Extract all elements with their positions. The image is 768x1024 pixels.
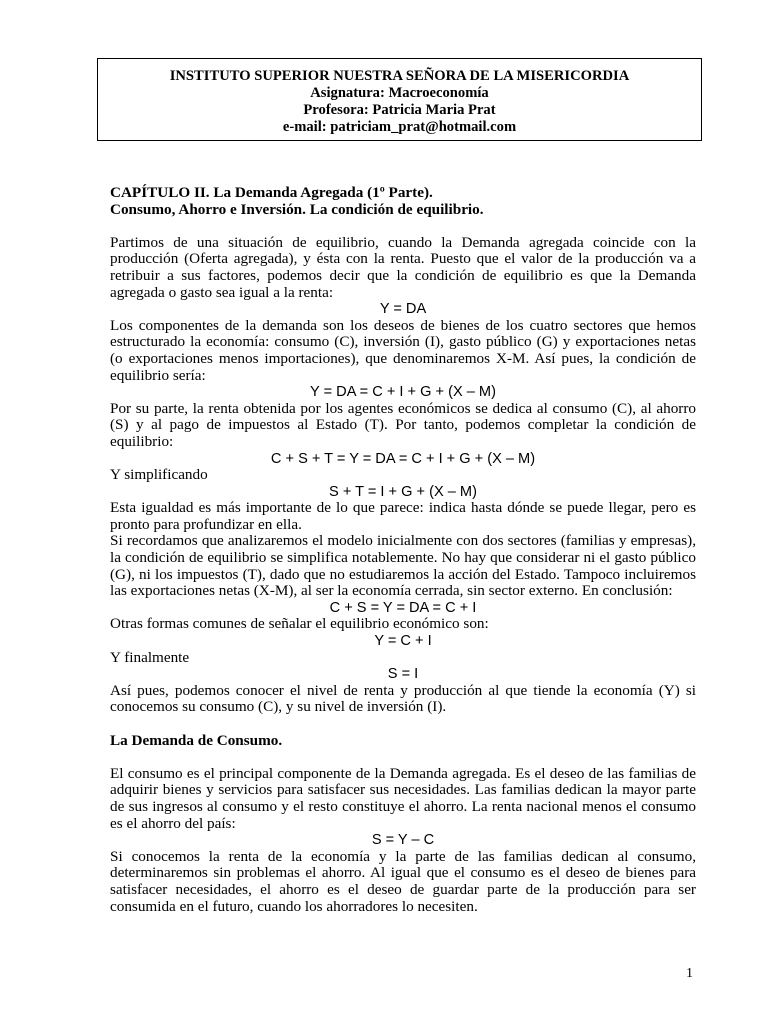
equation: S + T = I + G + (X – M) [329, 483, 477, 500]
paragraph: Por su parte, la renta obtenida por los agentes económicos se dedica al consumo (C), al ahorro (S) y al pago de impuestos al Estado (T). Por tanto, podemos completar la condición de equilibrio: [110, 399, 696, 450]
equation: Y = C + I [374, 633, 432, 650]
paragraph: Y finalmente [110, 648, 190, 666]
subject-line: Asignatura: Macroeconomía [310, 85, 489, 101]
document-body [110, 185, 696, 915]
paragraph: Y simplificando [110, 466, 208, 484]
paragraph: Los componentes de la demanda son los deseos de bienes de los cuatro sectores que hemos estructurado la economía: consumo (C), inversión (I), gasto público (G) y exportaciones netas (o exportaciones menos importaciones), que denominaremos X-M. Así pues, la condición de equilibrio sería: [110, 316, 696, 384]
paragraph: Otras formas comunes de señalar el equilibrio económico son: [110, 615, 489, 633]
paragraph: Así pues, podemos conocer el nivel de renta y producción al que tiende la economía (Y) si conocemos su consumo (C), y su nivel de inversión (I). [110, 681, 696, 716]
paragraph: Si conocemos la renta de la economía y la parte de las familias dedican al consumo, determinaremos sin problemas el ahorro. Al igual que el consumo es el deseo de bienes para satisfacer necesidades, el ahorro es el deseo de guardar parte de la producción para ser consumida en el futuro, cuando los ahorradores lo necesiten. [110, 847, 696, 915]
section-heading: La Demanda de Consumo. [110, 731, 283, 749]
equation: Y = DA [379, 301, 427, 318]
page-number: 1 [686, 966, 693, 981]
equation: S = I [387, 666, 419, 683]
paragraph: El consumo es el principal componente de la Demanda agregada. Es el deseo de las familias de adquirir bienes y servicios para satisfacer sus necesidades. Las familias dedican la mayor parte de sus ingresos al consumo y el resto constituye el ahorro. La renta nacional menos el consumo es el ahorro del país: [110, 764, 696, 832]
paragraph: Partimos de una situación de equilibrio, cuando la Demanda agregada coincide con la producción (Oferta agregada), y ésta con la renta. Puesto que el valor de la producción va a retribuir a sus factores, podemos decir que la condición de equilibrio es que la Demanda agregada o gasto sea igual a la renta: [110, 233, 696, 301]
equation: C + S + T = Y = DA = C + I + G + (X – M) [270, 450, 536, 467]
equation: Y = DA = C + I + G + (X – M) [310, 384, 496, 401]
paragraph: Si recordamos que analizaremos el modelo inicialmente con dos sectores (familias y empresas), la condición de equilibrio se simplifica notablemente. No hay que considerar ni el gasto público (G), ni los impuestos (T), dado que no estudiaremos la acción del Estado. Tampoco incluiremos las exportaciones netas (X-M), al ser la economía cerrada, sin sector externo. En conclusión: [110, 532, 696, 600]
document-header [97, 58, 702, 141]
equation: C + S = Y = DA = C + I [329, 599, 477, 616]
equation: S = Y – C [371, 832, 435, 849]
chapter-subtitle: Consumo, Ahorro e Inversión. La condición de equilibrio. [110, 200, 484, 218]
paragraph: Esta igualdad es más importante de lo que parece: indica hasta dónde se puede llegar, pero es pronto para profundizar en ella. [110, 499, 696, 533]
institution-name: INSTITUTO SUPERIOR NUESTRA SEÑORA DE LA MISERICORDIA [169, 68, 630, 84]
chapter-title: CAPÍTULO II. La Demanda Agregada (1º Parte). [110, 184, 433, 201]
email-line: e-mail: patriciam_prat@hotmail.com [282, 119, 517, 135]
teacher-line: Profesora: Patricia Maria Prat [303, 102, 496, 118]
